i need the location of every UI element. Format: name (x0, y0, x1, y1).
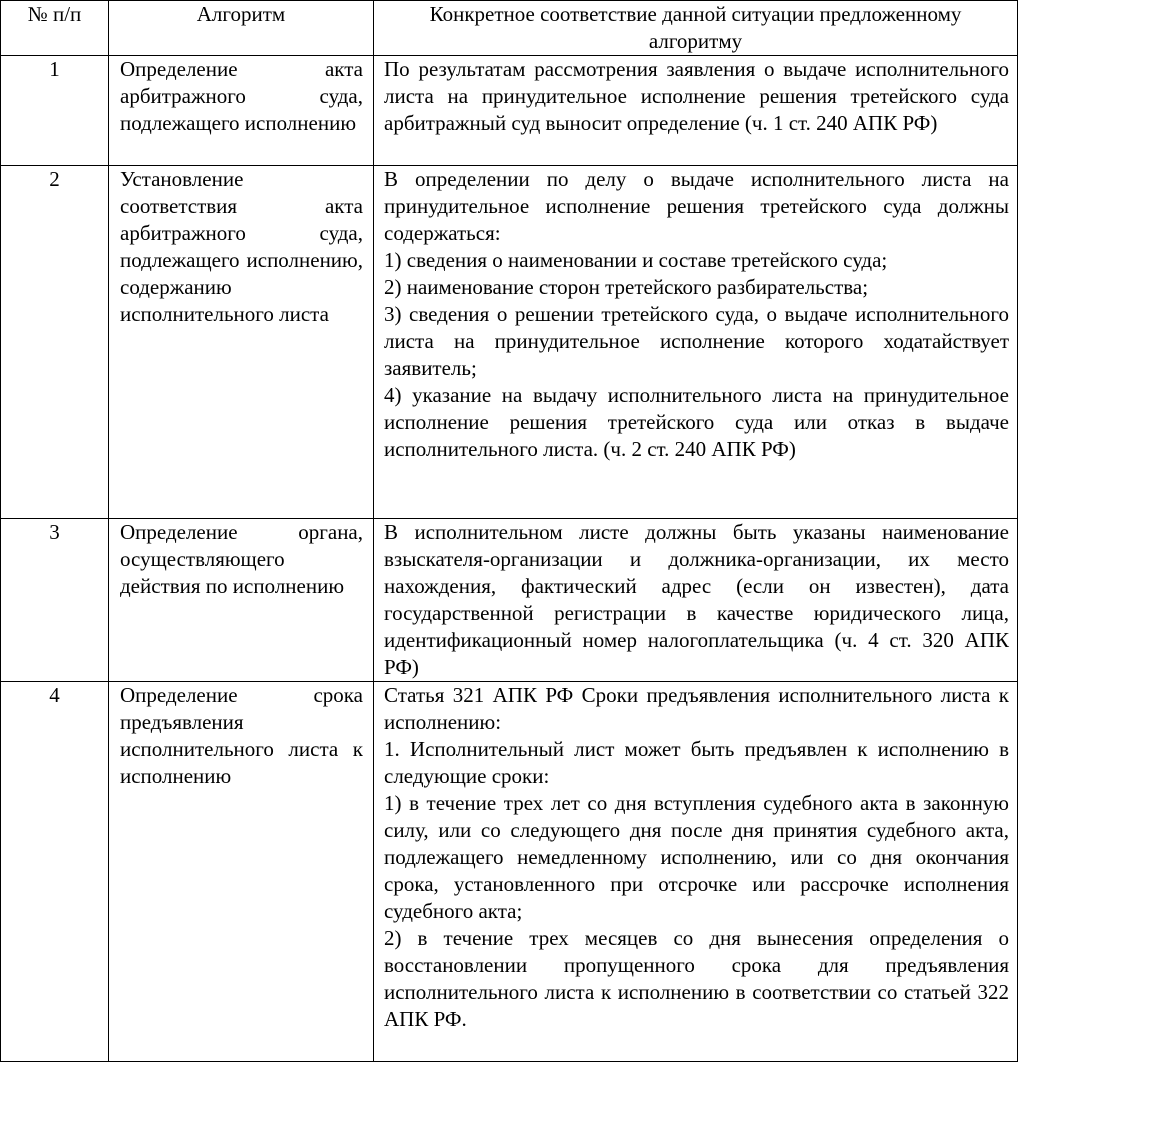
correspondence-paragraph: По результатам рассмотрения заявления о выдаче исполнительного листа на принудительное исполнение решения третейского суда арбитражный суд выносит определение (ч. 1 ст. 240 АПК РФ) (384, 57, 1009, 135)
table-row (1, 519, 1018, 682)
row-correspondence (374, 519, 1018, 682)
correspondence-paragraph: 2) в течение трех месяцев со дня вынесения определения о восстановлении пропущенного срока для предъявления исполнительного листа к исполнению в соответствии со статьей 322 АПК РФ. (384, 926, 1009, 1031)
row-correspondence (374, 56, 1018, 166)
row-number: 3 (1, 519, 109, 682)
correspondence-paragraph: 1. Исполнительный лист может быть предъявлен к исполнению в следующие сроки: (384, 737, 1009, 788)
correspondence-paragraph: В определении по делу о выдаче исполнительного листа на принудительное исполнение решения третейского суда должны содержаться: (384, 167, 1009, 245)
row-number: 4 (1, 682, 109, 1062)
row-algorithm: Определение срока предъявления исполнительного листа к исполнению (109, 682, 374, 1062)
table-row (1, 56, 1018, 166)
correspondence-paragraph: 1) сведения о наименовании и составе третейского суда; (384, 248, 888, 272)
row-correspondence (374, 166, 1018, 519)
correspondence-paragraph: 3) сведения о решении третейского суда, о выдаче исполнительного листа на принудительное исполнение которого ходатайствует заявитель; (384, 302, 1009, 380)
correspondence-paragraph: В исполнительном листе должны быть указаны наименование взыскателя-организации и должника-организации, их место нахождения, фактический адрес (если он известен), дата государственной регистрации в качестве юридического лица, идентификационный номер налогоплательщика (ч. 4 ст. 320 АПК РФ) (384, 520, 1009, 679)
row-number: 2 (1, 166, 109, 519)
table-row (1, 682, 1018, 1062)
row-algorithm: Определение акта арбитражного суда, подлежащего исполнению (109, 56, 374, 166)
row-correspondence (374, 682, 1018, 1062)
correspondence-paragraph: Статья 321 АПК РФ Сроки предъявления исполнительного листа к исполнению: (384, 683, 1009, 734)
row-algorithm: Установление соответствия акта арбитражного суда, подлежащего исполнению, содержанию исполнительного листа (109, 166, 374, 519)
header-correspondence: Конкретное соответствие данной ситуации предложенному алгоритму (374, 1, 1018, 56)
table-row (1, 166, 1018, 519)
header-algorithm: Алгоритм (109, 1, 374, 56)
correspondence-paragraph: 2) наименование сторон третейского разбирательства; (384, 275, 869, 299)
row-number: 1 (1, 56, 109, 166)
correspondence-paragraph: 1) в течение трех лет со дня вступления судебного акта в законную силу, или со следующего дня после дня принятия судебного акта, подлежащего немедленному исполнению, или со дня окончания срока, установленного при отсрочке или рассрочке исполнения судебного акта; (384, 791, 1009, 923)
table-header-row (1, 1, 1018, 56)
correspondence-paragraph: 4) указание на выдачу исполнительного листа на принудительное исполнение решения третейского суда или отказ в выдаче исполнительного листа. (ч. 2 ст. 240 АПК РФ) (384, 383, 1009, 461)
row-algorithm: Определение органа, осуществляющего действия по исполнению (109, 519, 374, 682)
header-number: № п/п (1, 1, 109, 56)
